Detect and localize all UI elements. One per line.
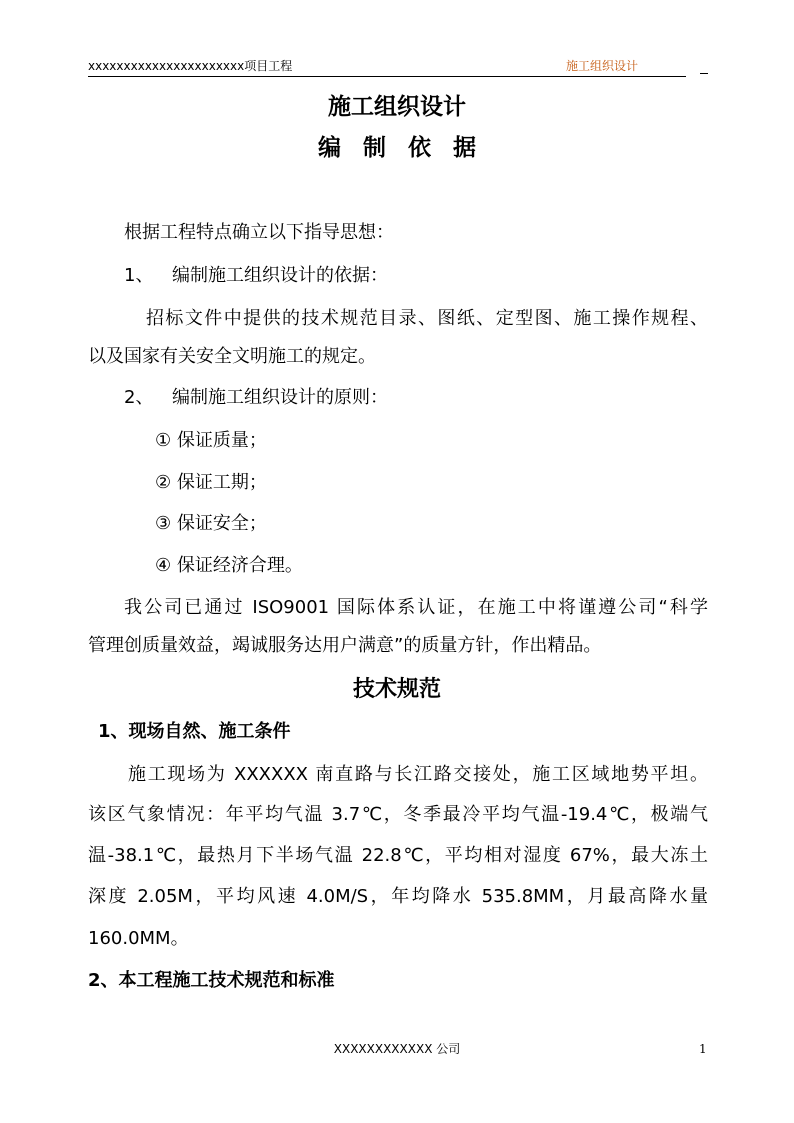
header-divider-mark	[700, 73, 708, 74]
footer-company: XXXXXXXXXXXX 公司	[333, 1042, 461, 1056]
page-number: 1	[699, 1042, 707, 1056]
principle-item: ③ 保证安全；	[155, 513, 267, 534]
section1-text-line: 该区气象情况：年平均气温 3.7℃，冬季最冷平均气温-19.4℃，极端气	[88, 804, 708, 825]
tech-spec-title: 技术规范	[352, 677, 441, 702]
document-title: 施工组织设计	[328, 94, 466, 120]
basis-intro: 根据工程特点确立以下指导思想：	[124, 222, 394, 243]
basis-item1-label: 编制施工组织设计的依据：	[172, 265, 388, 286]
basis-item1-text-line2: 以及国家有关安全文明施工的规定。	[88, 346, 376, 367]
quality-policy-line2: 管理创质量效益，竭诚服务达用户满意”的质量方针，作出精品。	[88, 635, 602, 656]
basis-title: 编制依据	[318, 135, 498, 161]
section1-heading: 1、现场自然、施工条件	[98, 721, 291, 742]
principle-item: ④ 保证经济合理。	[155, 555, 303, 576]
header-project-name: xxxxxxxxxxxxxxxxxxxxxx项目工程	[88, 59, 293, 73]
section1-text-line: 施工现场为 XXXXXX 南直路与长江路交接处，施工区域地势平坦。	[128, 764, 708, 785]
basis-item1-number: 1、	[124, 265, 154, 286]
basis-item2-number: 2、	[124, 387, 154, 408]
section2-heading: 2、本工程施工技术规范和标准	[88, 970, 335, 991]
basis-item2-label: 编制施工组织设计的原则：	[172, 387, 388, 408]
header-document-title: 施工组织设计	[565, 59, 638, 73]
basis-item1-text-line1: 招标文件中提供的技术规范目录、图纸、定型图、施工操作规程、	[146, 308, 708, 329]
principle-item: ① 保证质量；	[155, 430, 267, 451]
principle-item: ② 保证工期；	[155, 472, 267, 493]
quality-policy-line1: 我公司已通过 ISO9001 国际体系认证，在施工中将谨遵公司“科学	[124, 597, 708, 618]
section1-text-line: 160.0MM。	[88, 928, 189, 949]
page-header	[88, 58, 686, 77]
section1-text-line: 深度 2.05M，平均风速 4.0M/S，年均降水 535.8MM，月最高降水量	[88, 886, 708, 907]
section1-text-line: 温-38.1℃，最热月下半场气温 22.8℃，平均相对湿度 67%，最大冻土	[88, 845, 708, 866]
